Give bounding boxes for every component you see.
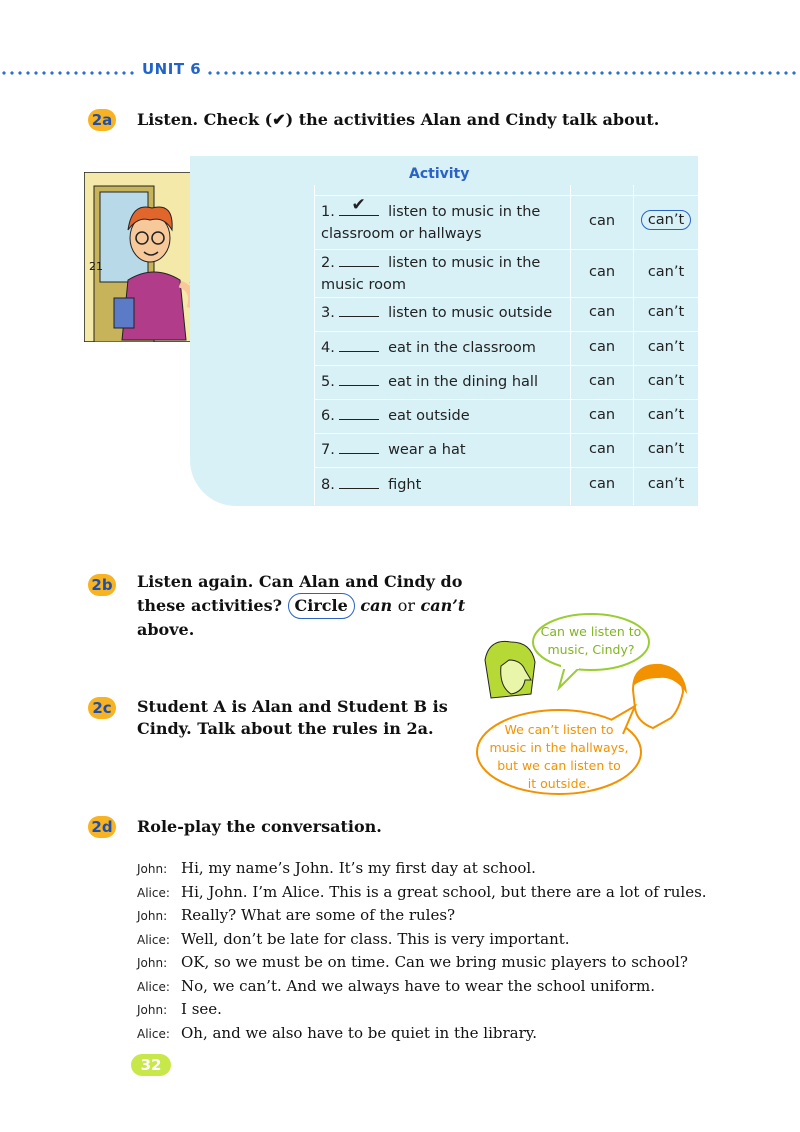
check-blank[interactable] [339,474,379,489]
cant-option[interactable]: can’t [647,407,685,423]
check-blank[interactable] [339,337,379,352]
can-option[interactable]: can [588,441,616,457]
instruction-2b-line1: Listen again. Can Alan and Cindy do [137,572,463,591]
circle-word: Circle [288,593,355,619]
instruction-2d: Role-play the conversation. [137,817,382,836]
instruction-2c [137,696,448,740]
badge-2c: 2c [88,697,116,719]
activity-text-cont: music room [321,277,406,293]
table-row [314,399,698,434]
speaker: John: [137,956,168,970]
table-row [314,297,698,332]
conversation [137,857,707,1045]
speaker: Alice: [137,932,170,947]
can-option[interactable]: can [588,304,616,320]
activity-text: wear a hat [388,442,466,458]
conversation-line [137,881,707,905]
check-blank[interactable] [339,439,379,454]
can-option[interactable]: can [588,339,616,355]
check-blank[interactable] [339,302,379,317]
conversation-line [137,998,707,1022]
can-option[interactable]: can [588,213,616,229]
utterance: No, we can’t. And we always have to wear the school uniform. [181,976,656,995]
conversation-line [137,857,707,881]
row-number: 5. [321,374,335,390]
table-row [314,467,698,504]
row-number: 6. [321,408,335,424]
header-dots-right [206,70,800,76]
utterance: Well, don’t be late for class. This is very important. [181,929,570,948]
door-number-21: 21 [89,260,103,273]
speaker: Alice: [137,885,170,900]
orange-bubble-line2: music in the hallways, [489,740,629,755]
can-word: can [360,596,393,615]
unit-label: UNIT 6 [142,60,202,78]
green-bubble-line2: music, Cindy? [547,642,635,657]
instruction-2c-line2: Cindy. Talk about the rules in 2a. [137,719,434,738]
row-number: 7. [321,442,335,458]
conversation-line [137,951,707,975]
instruction-2a: Listen. Check (✔) the activities Alan and Cindy talk about. [137,110,660,129]
page-number: 32 [131,1054,171,1076]
utterance: I see. [181,1000,222,1018]
speaker: John: [137,909,168,923]
utterance: Really? What are some of the rules? [181,906,456,924]
instruction-2b-text: these activities? [137,596,282,615]
activity-text: eat outside [388,408,470,424]
header-dots-left [0,70,138,76]
activity-header: Activity [409,166,470,182]
orange-speech-bubble [484,721,634,793]
activity-text: eat in the dining hall [388,374,538,390]
activity-text-cont: classroom or hallways [321,226,482,242]
table-row [314,433,698,468]
badge-2a: 2a [88,109,116,131]
activity-text: listen to music in the [388,204,541,220]
speaker: John: [137,862,168,876]
utterance: Hi, my name’s John. It’s my first day at school. [181,859,536,877]
speaker: John: [137,1003,168,1017]
conversation-line [137,975,707,999]
check-blank[interactable] [339,405,379,420]
instruction-2b [137,571,465,641]
speaker: Alice: [137,979,170,994]
can-option[interactable]: can [588,476,616,492]
badge-2d: 2d [88,816,116,838]
table-row [314,249,698,298]
cant-option[interactable]: can’t [647,339,685,355]
check-mark: ✔ [351,195,366,215]
orange-bubble-line3: but we can listen to [497,758,621,773]
row-number: 1. [321,204,335,220]
table-row [314,331,698,366]
badge-2b: 2b [88,574,116,596]
activity-text: fight [388,477,422,493]
green-bubble-line1: Can we listen to [540,624,642,639]
check-blank[interactable] [339,195,379,216]
can-option[interactable]: can [588,264,616,280]
instruction-2c-line1: Student A is Alan and Student B is [137,697,448,716]
can-option[interactable]: can [588,407,616,423]
instruction-2b-line2 [137,593,465,619]
activity-text: listen to music in the [388,255,541,271]
cant-option[interactable] [634,210,698,230]
check-blank[interactable] [339,252,379,267]
activity-text: eat in the classroom [388,340,536,356]
utterance: Oh, and we also have to be quiet in the library. [181,1023,538,1042]
cant-option[interactable]: can’t [647,441,685,457]
activity-text: listen to music outside [388,305,553,321]
utterance: OK, so we must be on time. Can we bring music players to school? [181,953,688,971]
orange-bubble-line1: We can’t listen to [504,722,614,737]
conversation-line [137,1022,707,1046]
cant-word: can’t [420,596,466,615]
row-number: 3. [321,305,335,321]
row-number: 2. [321,255,335,271]
row-number: 4. [321,340,335,356]
instruction-2b-line3: above. [137,620,195,639]
cant-option[interactable]: can’t [647,264,685,280]
orange-bubble-line4: it outside. [527,776,591,791]
green-speech-bubble [538,623,644,659]
cant-option[interactable]: can’t [647,304,685,320]
conversation-line [137,904,707,928]
conversation-line [137,928,707,952]
cant-option-circled: can’t [641,210,691,230]
speaker: Alice: [137,1026,170,1041]
utterance: Hi, John. I’m Alice. This is a great school, but there are a lot of rules. [181,882,707,901]
table-row [314,365,698,400]
row-number: 8. [321,477,335,493]
check-blank[interactable] [339,371,379,386]
cant-option[interactable]: can’t [647,476,685,492]
cant-option[interactable]: can’t [647,373,685,389]
can-option[interactable]: can [588,373,616,389]
or-word: or [397,596,415,615]
table-row [314,195,698,250]
